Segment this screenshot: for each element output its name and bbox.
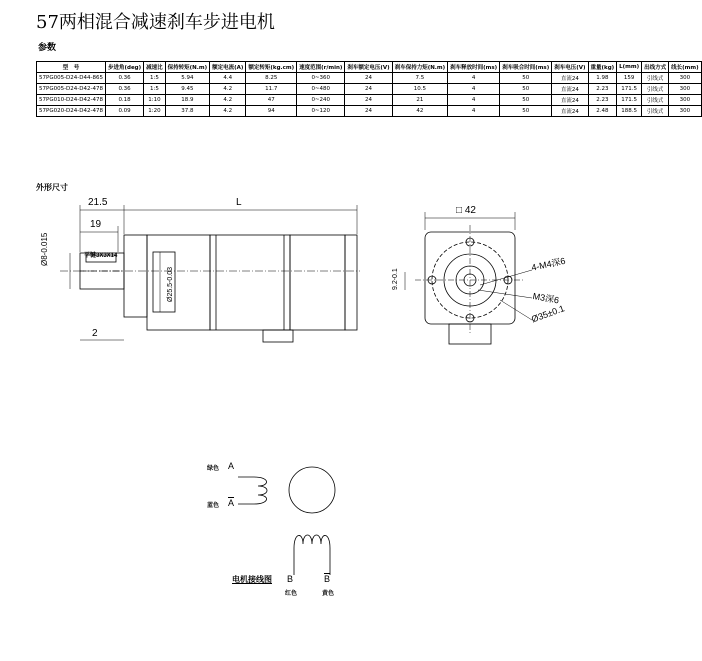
- rotor-circle: [289, 467, 335, 513]
- table-cell: 1:5: [144, 84, 166, 95]
- phase-a-label: A: [228, 461, 235, 471]
- dim-2: 2: [92, 328, 98, 339]
- table-cell: 0.36: [106, 84, 144, 95]
- note-4-m4: 4-M4深6: [530, 255, 567, 273]
- end-view: [405, 212, 532, 344]
- table-cell: 4: [448, 106, 500, 117]
- table-cell: 10.5: [392, 84, 447, 95]
- table-cell: 24: [345, 95, 392, 106]
- table-cell: 159: [617, 73, 642, 84]
- dim-19: 19: [90, 219, 102, 230]
- spec-header-cell: 额定转矩(kg.cm): [246, 62, 297, 73]
- note-pcd: Ø35±0.1: [530, 303, 566, 325]
- table-cell: 4: [448, 73, 500, 84]
- spec-header-cell: 刹车额定电压(V): [345, 62, 392, 73]
- table-cell: 300: [669, 73, 702, 84]
- dim-shaft-dia: Ø8-0.015: [40, 232, 49, 266]
- table-cell: 171.5: [617, 84, 642, 95]
- spec-header-cell: 刹车保持力矩(N.m): [392, 62, 447, 73]
- phase-abar-label: $\overline{A}$: [228, 498, 235, 508]
- table-cell: 0~360: [297, 73, 345, 84]
- spec-header-cell: 线长(mm): [669, 62, 702, 73]
- table-cell: 50: [500, 73, 552, 84]
- table-cell: 188.5: [617, 106, 642, 117]
- table-cell: 2.23: [588, 84, 617, 95]
- table-cell: 24: [345, 84, 392, 95]
- table-cell: 171.5: [617, 95, 642, 106]
- phase-b-label: B: [287, 574, 294, 584]
- wiring-title: 电机接线图: [232, 575, 272, 584]
- lead-exit: [263, 330, 293, 342]
- table-cell: 57PG020-D24-D42-478: [37, 106, 106, 117]
- spec-header-cell: 出线方式: [642, 62, 669, 73]
- spec-header-cell: 重量(kg): [588, 62, 617, 73]
- phase-abar-color: 蓝色: [207, 502, 220, 509]
- table-cell: 4.4: [210, 73, 246, 84]
- dim-21-5: 21.5: [88, 197, 108, 208]
- table-cell: 300: [669, 84, 702, 95]
- spec-header-cell: 刹车吸合时间(ms): [500, 62, 552, 73]
- motor-body: [210, 235, 290, 330]
- spec-header-cell: 步进角(deg): [106, 62, 144, 73]
- table-cell: 2.23: [588, 95, 617, 106]
- dim-L: L: [236, 197, 242, 208]
- page-title: 57两相混合减速刹车步进电机: [36, 12, 275, 33]
- table-cell: 引线式: [642, 95, 669, 106]
- brake-cap: [345, 235, 357, 330]
- table-cell: 1:5: [144, 73, 166, 84]
- gearbox-flange: [124, 235, 147, 317]
- table-cell: 42: [392, 106, 447, 117]
- spec-header-cell: L(mm): [617, 62, 642, 73]
- phase-a-color: 绿色: [207, 465, 220, 472]
- table-cell: 50: [500, 84, 552, 95]
- table-cell: 1:20: [144, 106, 166, 117]
- table-cell: 9.45: [165, 84, 209, 95]
- gearbox-body: [147, 235, 210, 330]
- table-cell: 4.2: [210, 95, 246, 106]
- table-cell: 0~120: [297, 106, 345, 117]
- table-cell: 0.18: [106, 95, 144, 106]
- wiring-diagram: [238, 467, 335, 575]
- table-cell: 5.94: [165, 73, 209, 84]
- table-cell: 50: [500, 106, 552, 117]
- table-cell: 0~240: [297, 95, 345, 106]
- spec-header-cell: 减速比: [144, 62, 166, 73]
- table-cell: 直流24: [552, 106, 588, 117]
- spec-header-cell: 速度范围(r/min): [297, 62, 345, 73]
- phase-b-color: 红色: [285, 590, 298, 597]
- table-cell: 24: [345, 106, 392, 117]
- key-note: 平键3X3X14: [84, 253, 118, 259]
- table-cell: 47: [246, 95, 297, 106]
- table-cell: 引线式: [642, 106, 669, 117]
- table-cell: 4.2: [210, 84, 246, 95]
- table-cell: 300: [669, 95, 702, 106]
- phase-bbar-color: 黄色: [322, 590, 335, 597]
- table-cell: 21: [392, 95, 447, 106]
- table-cell: 2.48: [588, 106, 617, 117]
- brake-body: [290, 235, 345, 330]
- table-cell: 37.8: [165, 106, 209, 117]
- table-cell: 1:10: [144, 95, 166, 106]
- table-cell: 57PG005-D24-D42-478: [37, 84, 106, 95]
- table-cell: 8.25: [246, 73, 297, 84]
- dimension-section-title: 外形尺寸: [36, 183, 68, 192]
- table-cell: 引线式: [642, 73, 669, 84]
- dim-shaft-height: 9.2-0.1: [392, 268, 399, 290]
- table-cell: 11.7: [246, 84, 297, 95]
- table-cell: 94: [246, 106, 297, 117]
- spec-header-cell: 保持转矩(N.m): [165, 62, 209, 73]
- table-cell: 57PG010-D24-D42-478: [37, 95, 106, 106]
- table-cell: 7.5: [392, 73, 447, 84]
- section-parameters: 参数: [38, 43, 57, 53]
- table-cell: 0.09: [106, 106, 144, 117]
- coil-a: [238, 477, 267, 504]
- table-cell: 4.2: [210, 106, 246, 117]
- note-m3: M3深6: [531, 290, 560, 306]
- table-cell: 0~480: [297, 84, 345, 95]
- table-cell: 引线式: [642, 84, 669, 95]
- table-cell: 300: [669, 106, 702, 117]
- table-cell: 24: [345, 73, 392, 84]
- coil-b: [294, 535, 330, 575]
- table-cell: 直流24: [552, 84, 588, 95]
- table-cell: 50: [500, 95, 552, 106]
- dim-square: □ 42: [456, 205, 476, 216]
- table-cell: 1.98: [588, 73, 617, 84]
- spec-header-cell: 刹车电压(V): [552, 62, 588, 73]
- side-view: [60, 205, 360, 342]
- phase-bbar-label: $\overline{B}$: [324, 574, 331, 584]
- dim-pilot-dia: Ø25.5-0.03: [167, 266, 174, 302]
- spec-header-cell: 额定电流(A): [210, 62, 246, 73]
- table-cell: 57PG005-D24-D44-865: [37, 73, 106, 84]
- table-cell: 4: [448, 84, 500, 95]
- table-cell: 0.36: [106, 73, 144, 84]
- spec-header-cell: 刹车释放时间(ms): [448, 62, 500, 73]
- table-cell: 直流24: [552, 73, 588, 84]
- table-cell: 18.9: [165, 95, 209, 106]
- spec-header-cell: 型 号: [37, 62, 106, 73]
- table-cell: 4: [448, 95, 500, 106]
- table-cell: 直流24: [552, 95, 588, 106]
